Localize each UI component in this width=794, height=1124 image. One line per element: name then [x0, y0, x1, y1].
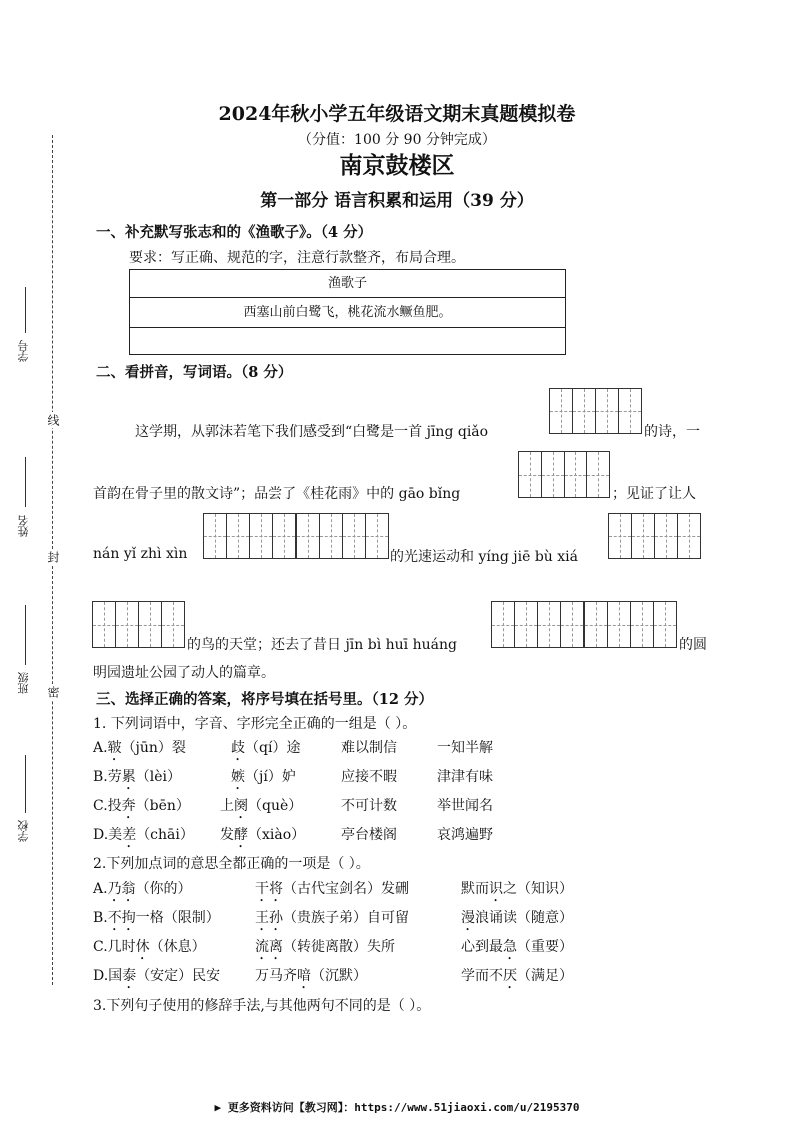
- poem-answer-line[interactable]: [130, 328, 565, 354]
- binding-mark-xian: 线: [46, 414, 60, 426]
- class-label: 班级: [17, 672, 30, 694]
- answer-box-jinbihuihuang-2[interactable]: [584, 601, 677, 648]
- pinyin-line-3a: nán yǐ zhì xìn: [93, 546, 188, 562]
- pinyin-line-4b: 的圆: [679, 637, 707, 653]
- footer-link[interactable]: ▶ 更多资料访问【教习网】：https://www.51jiaoxi.com/u/2195370: [214, 1101, 580, 1114]
- q1-option-b-word3: 应接不暇: [341, 769, 397, 785]
- answer-box-nanyizhixin-1[interactable]: [203, 513, 296, 559]
- q1-option-a-word4: 一知半解: [437, 740, 493, 756]
- binding-mark-feng: 封: [46, 551, 60, 563]
- score-info: （分值：100 分 90 分钟完成）: [298, 132, 496, 148]
- answer-box-gaobing[interactable]: [518, 451, 610, 498]
- q2-option-a[interactable]: A.乃翁（你的）: [93, 881, 192, 897]
- q2-option-c-word3: 心到最急（重要）: [461, 939, 573, 955]
- section2-heading: 二、看拼音，写词语。（8 分）: [96, 364, 293, 381]
- student-id-label: 学号: [17, 340, 30, 362]
- exam-title: 2024年秋小学五年级语文期末真题模拟卷: [218, 103, 576, 125]
- q1-option-c[interactable]: C.投奔（bēn）: [93, 798, 190, 814]
- q1-option-d-word4: 哀鸿遍野: [437, 827, 493, 843]
- poem-line-1: 西塞山前白鹭飞，桃花流水鳜鱼肥。: [130, 298, 565, 328]
- question-1: 1. 下列词语中，字音、字形完全正确的一组是（ ）。: [93, 716, 417, 732]
- q1-option-a[interactable]: A.皲（jūn）裂: [93, 740, 186, 756]
- binding-mark-mi: 密: [46, 686, 60, 698]
- question-2: 2.下列加点词的意思全都正确的一项是（ ）。: [93, 856, 370, 872]
- q2-option-d[interactable]: D.国泰（安定）民安: [93, 968, 221, 984]
- q1-option-b[interactable]: B.劳累（lèi）: [93, 769, 181, 785]
- answer-box-jinbihuihuang-1[interactable]: [491, 601, 584, 648]
- section1-heading: 一、补充默写张志和的《渔歌子》。（4 分）: [96, 224, 373, 241]
- district-title: 南京鼓楼区: [339, 152, 455, 179]
- school-label: 学校: [17, 820, 30, 842]
- student-id-line[interactable]: [25, 287, 26, 333]
- q1-option-b-word4: 津津有味: [437, 769, 493, 785]
- q1-option-c-word4: 举世闻名: [437, 798, 493, 814]
- q1-option-c-word3: 不可计数: [341, 798, 397, 814]
- q1-option-c-word2: 上阕（què）: [220, 798, 303, 814]
- section3-heading: 三、选择正确的答案，将序号填在括号里。（12 分）: [96, 691, 433, 708]
- pinyin-line-1b: 的诗，一: [644, 424, 700, 440]
- q1-option-a-word2: 歧（qí）途: [231, 740, 301, 756]
- q2-option-b-word2: 王孙（贵族子弟）自可留: [255, 910, 409, 926]
- q1-option-b-word2: 嫉（jí）妒: [231, 769, 296, 785]
- q2-option-b[interactable]: B.不拘一格（限制）: [93, 910, 220, 926]
- poem-title: 渔歌子: [130, 270, 565, 298]
- q2-option-b-word3: 漫浪诵读（随意）: [461, 910, 573, 926]
- name-line[interactable]: [25, 457, 26, 507]
- answer-box-yingjiebuxia-cont[interactable]: [92, 601, 185, 648]
- answer-box-jingqiao[interactable]: [549, 388, 642, 434]
- q1-option-a-word3: 难以制信: [341, 740, 397, 756]
- pinyin-line-1a: 这学期，从郭沫若笔下我们感受到“白鹭是一首 jīng qiǎo: [135, 424, 489, 440]
- answer-box-nanyizhixin-2[interactable]: [296, 513, 389, 559]
- pinyin-line-4a: 的鸟的天堂；还去了昔日 jīn bì huī huáng: [187, 637, 457, 653]
- q2-option-a-word3: 默而识之（知识）: [461, 881, 573, 897]
- question-3: 3.下列句子使用的修辞手法,与其他两句不同的是（ ）。: [93, 998, 431, 1014]
- q1-option-d-word2: 发酵（xiào）: [220, 827, 306, 843]
- part-title: 第一部分 语言积累和运用（39 分）: [260, 191, 534, 211]
- pinyin-line-5: 明园遗址公园了动人的篇章。: [93, 665, 275, 681]
- q2-option-c[interactable]: C.几时休（休息）: [93, 939, 206, 955]
- q2-option-d-word3: 学而不厌（满足）: [461, 968, 573, 984]
- q1-option-d-word3: 亭台楼阁: [341, 827, 397, 843]
- pinyin-line-2a: 首韵在骨子里的散文诗”；品尝了《桂花雨》中的 gāo bǐng: [93, 486, 461, 502]
- pinyin-line-2b: ；见证了让人: [612, 486, 696, 502]
- poem-table: [129, 269, 566, 355]
- q2-option-d-word2: 万马齐喑（沉默）: [255, 968, 367, 984]
- q2-option-a-word2: 干将（古代宝剑名）发硎: [255, 881, 409, 897]
- school-line[interactable]: [25, 755, 26, 813]
- class-line[interactable]: [25, 605, 26, 665]
- answer-box-yingjiebuxia[interactable]: [608, 513, 701, 559]
- section1-requirement: 要求：写正确、规范的字，注意行款整齐，布局合理。: [129, 250, 465, 266]
- q2-option-c-word2: 流离（转徙离散）失所: [255, 939, 395, 955]
- name-label: 姓名: [17, 515, 30, 537]
- pinyin-line-3b: 的光速运动和 yíng jiē bù xiá: [390, 549, 578, 565]
- q1-option-d[interactable]: D.美差（chāi）: [93, 827, 194, 843]
